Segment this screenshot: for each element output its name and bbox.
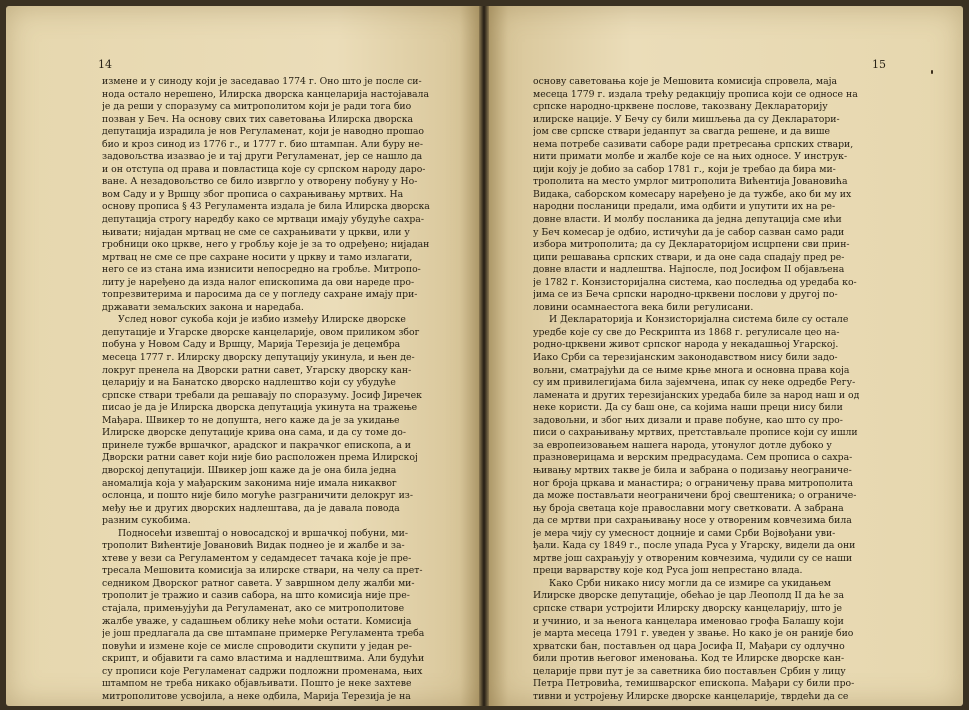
- text-line: је мера чију су умесност доцније и сами Срби Војвођани уви-: [533, 527, 836, 539]
- text-line: био и кроз синод из 1776 г., и 1777 г. био штампан. Али буру не-: [102, 138, 424, 150]
- text-line: народни посланици предали, има одбити и упутити их на ре-: [533, 201, 836, 213]
- book-gutter: [479, 6, 489, 706]
- text-line: разним сукобима.: [102, 515, 191, 527]
- text-line: принеле тужбе вршачког, арадског и пакрачког епископа, а и: [102, 439, 411, 451]
- text-line: међу ње и других дворских надлештава, да је давала повода: [102, 502, 400, 514]
- text-line: цији коју је добио за сабор 1781 г., који је требао да бира ми-: [533, 163, 836, 175]
- text-line: њивању мртвих такве је била и забрана о подизању неограниче-: [533, 464, 852, 476]
- ink-speck: [931, 70, 933, 74]
- text-line: целарије први пут је за саветника био постављен Србин у лицу: [533, 665, 846, 677]
- text-line: седником Дворског ратног савета. У завршном делу жалби ми-: [102, 577, 415, 589]
- text-line: гробници око цркве, него у гробљу које је за то одређено; нијадан: [102, 239, 430, 251]
- text-line: за европеизовањем нашега народа, утонулог дотле дубоко у: [533, 439, 832, 451]
- text-line: хтеве у вези са Регуламентом у седамдесет тачака које је пре-: [102, 552, 412, 564]
- text-line: ослонца, и пошто није било могуће разграничити делокруг из-: [102, 490, 413, 502]
- text-line: Илирске дворске депутације крива она сама, и да су томе до-: [102, 427, 407, 439]
- text-line: је 1782 г. Конзисторијална система, као последња од уредаба ко-: [533, 276, 857, 288]
- text-line: дворској депутацији. Швикер још каже да је она била једна: [102, 464, 397, 476]
- text-line: неке користи. Да су баш оне, са којима наши преци нису били: [533, 402, 843, 414]
- text-line: задовољни, и због њих дизали и праве побуне, као што су про-: [533, 414, 843, 426]
- text-line: и он отступа од права и повластица које су српском народу даро-: [102, 163, 426, 175]
- text-line: уредбе које су све до Рескрипта из 1868 г. регулисале цео на-: [533, 326, 840, 338]
- text-line: топрезвитерима и паросима да се у погледу сахране имају при-: [102, 289, 418, 301]
- text-line: државати земаљских закона и наредаба.: [102, 301, 304, 313]
- text-line: основу прописа § 43 Регуламента издала је била Илирска дворска: [102, 201, 430, 213]
- left-page-text: [102, 76, 454, 703]
- text-line: него се из стана има изнисити непосредно на гробље. Митропо-: [102, 264, 421, 276]
- text-line: избора митрополита; да су Деклараторијом исцрпени сви прин-: [533, 239, 850, 251]
- text-line: основу саветовања које је Мешовита комисија спровела, маја: [533, 76, 838, 87]
- text-line: мртвац не сме се пре сахране носити у цркву и тамо излагати,: [102, 251, 413, 263]
- text-line: Видака, саборском комесару наређено је да тужбе, ако би му их: [533, 188, 852, 200]
- text-line: јима се из Беча српски народно-црквени послови у другој по-: [533, 289, 838, 301]
- text-line: српске народно-црквене послове, такозвану Деклараторију: [533, 101, 828, 113]
- text-line: месеца 1779 г. издала трећу редакцију прописа који се односе на: [533, 88, 858, 100]
- text-line: да може постављати неограничени број свештеника; о ограниче-: [533, 490, 857, 502]
- text-line: ђали. Када су 1849 г., после упада Руса у Угарску, видели да они: [533, 540, 856, 552]
- text-line: јом све српске ствари једанпут за свагда решене, и да више: [533, 126, 831, 138]
- text-line: И Деклараторија и Конзисторијална система биле су остале: [549, 314, 849, 326]
- text-line: преци варварству које код Руса још непрестано влада.: [533, 565, 803, 577]
- text-line: Мађара. Швикер то не допушта, него каже да је за укидање: [102, 414, 400, 426]
- text-line: довне власти. И молбу посланика да једна депутација сме ићи: [533, 214, 842, 226]
- text-line: трополита на место умрлог митрополита Вићентија Јовановића: [533, 176, 848, 188]
- text-line: Услед новог сукоба који је избио између Илирске дворске: [118, 314, 406, 326]
- text-line: писи о сахрањивању мртвих, претстављале прописе који су ишли: [533, 427, 858, 439]
- text-line: ловини осамнаестога века били регулисани.: [533, 301, 754, 313]
- text-line: у Беч комесар је одбио, истичући да је сабор сазван само ради: [533, 226, 845, 238]
- text-line: српске ствари требали да решавају по споразуму. Јосиф Јиречек: [102, 389, 422, 401]
- text-line: измене и у синоду који је заседавао 1774 г. Оно што је после си-: [102, 76, 422, 87]
- text-line: били против његовог именовања. Код те Илирске дворске кан-: [533, 653, 845, 665]
- text-line: Петра Петровића, темишварског епископа. Мађари су били про-: [533, 678, 855, 690]
- text-line: нема потребе сазивати саборе ради претресања српских ствари,: [533, 138, 854, 150]
- text-line: депутације и Угарске дворске канцеларије, овом приликом због: [102, 326, 420, 338]
- text-line: хрватски бан, постављен од цара Јосифа II, Мађари су одлучно: [533, 640, 845, 652]
- text-line: је марта месеца 1791 г. уведен у звање. Но како је он раније био: [533, 628, 854, 640]
- text-line: је да реши у споразуму са митрополитом који је ради тога био: [102, 101, 412, 113]
- text-line: нити примати молбе и жалбе које се на њих односе. У инструк-: [533, 151, 848, 163]
- text-line: да се мртви при сахрањивању носе у отвореним ковчезима била: [533, 515, 852, 527]
- text-line: депутација израдила је нов Регуламенат, који је наводно прошао: [102, 126, 424, 138]
- text-line: трополит Вићентије Јовановић Видак поднео је и жалбе и за-: [102, 540, 405, 552]
- text-line: празноверицама и верским предрасудама. Сем прописа о сахра-: [533, 452, 853, 464]
- text-line: нода остало нерешено, Илирска дворска канцеларија настојавала: [102, 88, 430, 100]
- text-line: позван у Беч. На основу свих тих саветовања Илирска дворска: [102, 113, 414, 125]
- text-line: тивни и устројењу Илирске дворске канцеларије, тврдећи да се: [533, 690, 849, 702]
- text-line: литу је наређено да изда налог епископима да ови нареде про-: [102, 276, 415, 288]
- text-line: жалбе уваже, у садашњем облику неће моћи остати. Комисија: [102, 615, 412, 627]
- text-line: довне власти и надлештва. Најпосле, под Јосифом II објављена: [533, 264, 845, 276]
- text-line: месеца 1777 г. Илирску дворску депутацију укинула, и њен де-: [102, 352, 415, 364]
- text-line: ног броја цркава и манастира; о ограничењу права митрополита: [533, 477, 854, 489]
- text-line: ципи решавања српских ствари, и да оне сада спадају пред ре-: [533, 251, 845, 263]
- text-line: Илирске дворске депутације, обећао је цар Леополд II да ће за: [533, 590, 845, 602]
- text-line: штампом не треба никако објављивати. Пошто је неке захтеве: [102, 678, 412, 690]
- text-line: побуна у Новом Саду и Вршцу, Марија Терезија је децембра: [102, 339, 401, 351]
- text-line: Подносећи извештај о новосадској и вршачкој побуни, ми-: [118, 527, 408, 539]
- left-page-number: 14: [98, 58, 112, 71]
- text-line: илирске нације. У Бечу су били мишљења да су Декларатори-: [533, 113, 840, 125]
- text-line: тресала Мешовита комисија за илирске ствари, на челу са прет-: [102, 565, 423, 577]
- right-page: [489, 6, 963, 706]
- right-page-text: [533, 76, 877, 703]
- text-line: повући и измене које се мисле спровoдити скупити у један ре-: [102, 640, 412, 652]
- text-line: задовољства изазвао је и тај други Регуламенат, јер се нашло да: [102, 151, 423, 163]
- text-line: је још предлагала да све штампане примерке Регуламента треба: [102, 628, 425, 640]
- text-line: њивати; нијадан мртвац не сме се сахрањивати у цркви, или у: [102, 226, 410, 238]
- text-line: целарију и на Банатско дворско надлештво који су убудуће: [102, 377, 396, 389]
- text-line: њу броја светаца које православни могу светковати. А забрана: [533, 502, 844, 514]
- text-line: депутација строгу наредбу како се мртваци имају убудуће сахра-: [102, 214, 424, 226]
- text-line: и учинио, и за њенога канцелара именовао грофа Балашу који: [533, 615, 844, 627]
- text-line: мртве још сахрањују у отвореним ковчезима, чудили су се наши: [533, 552, 853, 564]
- left-page: [6, 6, 479, 706]
- text-line: митрополитове усвојила, а неке одбила, Марија Терезија је на: [102, 690, 411, 702]
- text-line: српске ствари устројити Илирску дворску канцеларију, што је: [533, 602, 842, 614]
- text-line: Иако Срби са терезијанским законодавством нису били задо-: [533, 352, 838, 364]
- text-line: вом Саду и у Вршцу због прописа о сахрањивању мртвих. На: [102, 188, 404, 200]
- text-line: вољни, сматрајући да се њиме крње многа и основна права која: [533, 364, 850, 376]
- right-page-number: 15: [872, 58, 886, 71]
- text-line: локруг пренела на Дворски ратни савет, Угарску дворску кан-: [102, 364, 412, 376]
- text-line: родно-црквени живот српског народа у некадашњој Угарској.: [533, 339, 839, 351]
- text-line: трополит је тражио и сазив сабора, на што комисија није пре-: [102, 590, 410, 602]
- text-line: ване. А незадовољство се било изврглo у отворену побуну у Но-: [102, 176, 418, 188]
- text-line: су им привилегијама била зајемчена, ипак су неке одредбе Регу-: [533, 377, 856, 389]
- text-line: аномалија која у мађарским законима није имала никаквог: [102, 477, 397, 489]
- text-line: ламената и других терезијанских уредаба биле за народ наш и од: [533, 389, 860, 401]
- text-line: стајала, примењујући да Регуламенат, ако се митрополитове: [102, 602, 405, 614]
- text-line: су прописи које Регуламенат садржи подложни променама, њих: [102, 665, 423, 677]
- text-line: Дворски ратни савет који није био расположен према Илирској: [102, 452, 418, 464]
- text-line: Како Срби никако нису могли да се измире са укидањем: [549, 577, 831, 589]
- text-line: скрипт, и објавити га само властима и надлештвима. Али будући: [102, 653, 425, 665]
- text-line: писао је да је Илирска дворска депутација укинута на тражење: [102, 402, 418, 414]
